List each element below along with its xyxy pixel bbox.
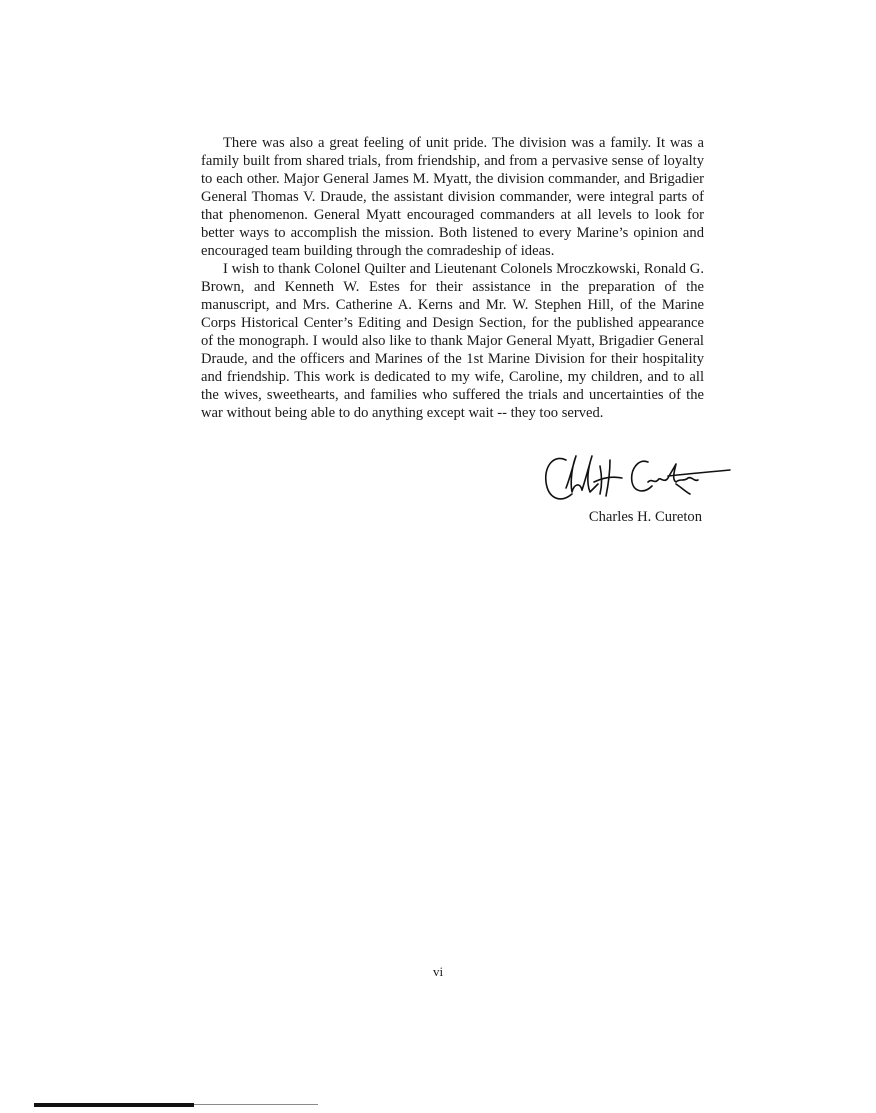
- body-text: [201, 134, 704, 422]
- paragraph-acknowledgements: I wish to thank Colonel Quilter and Lieutenant Colonels Mroczkowski, Ronald G. Brown, and Kenneth W. Estes for their assistance in the preparation of the manuscript, and Mrs. Catherine A. Kerns and Mr. W. Stephen Hill, of the Marine Corps Historical Center’s Editing and Design Section, for the published appearance of the monograph. I would also like to thank Major General Myatt, Brigadier General Draude, and the officers and Marines of the 1st Marine Division for their hospitality and friendship. This work is dedicated to my wife, Caroline, my children, and to all the wives, sweethearts, and families who suffered the trials and uncertainties of the war without being able to do anything except wait -- they too served.: [201, 261, 704, 421]
- scan-edge-thick: [34, 1103, 194, 1107]
- page-number: vi: [432, 964, 444, 979]
- scan-edge-thin: [194, 1104, 318, 1105]
- paragraph-unit-pride: There was also a great feeling of unit pride. The division was a family. It was a family built from shared trials, from friendship, and from a pervasive sense of loyalty to each other. Major General James M. Myatt, the division commander, and Brigadier General Thomas V. Draude, the assistant division commander, were integral parts of that phenomenon. General Myatt encouraged commanders at all levels to look for better ways to accomplish the mission. Both listened to every Marine’s opinion and encouraged team building through the comradeship of ideas.: [201, 135, 704, 259]
- scan-edge-line: [34, 1103, 318, 1107]
- handwritten-signature: [536, 448, 736, 514]
- signer-name: Charles H. Cureton: [588, 509, 702, 525]
